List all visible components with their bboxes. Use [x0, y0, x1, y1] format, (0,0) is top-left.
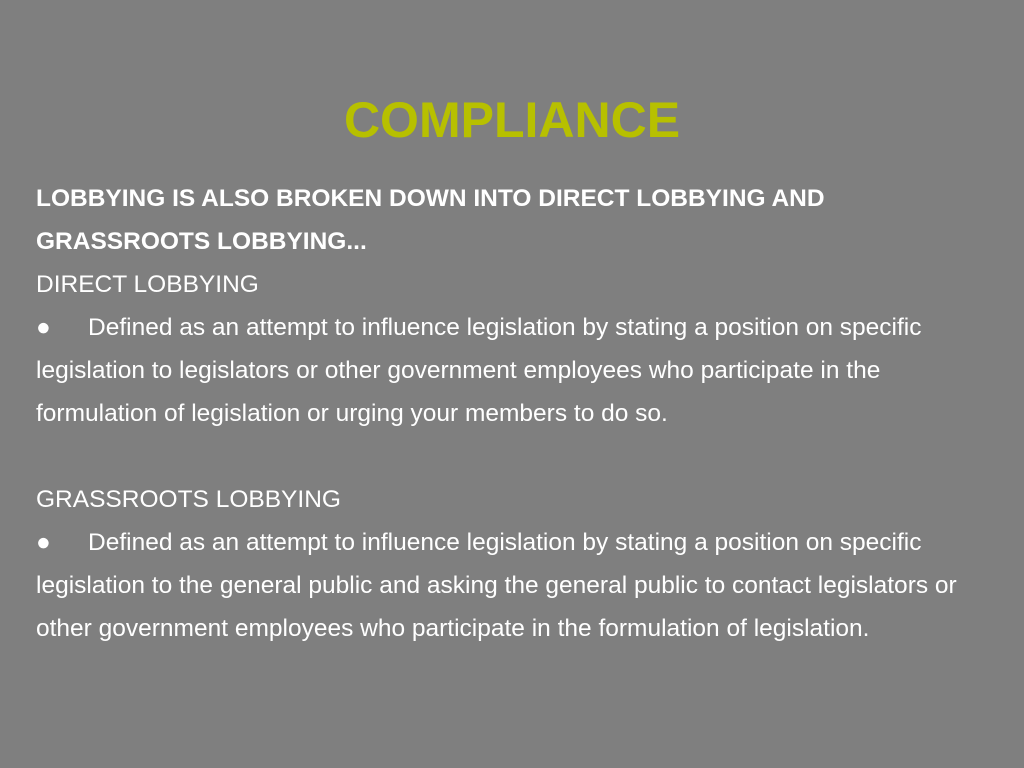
- bullet-text-grassroots-lobbying: Defined as an attempt to influence legislation by stating a position on specific legislation to the general public and asking the general public to contact legislators or other government employees who participate in the formulation of legislation.: [36, 529, 957, 642]
- section-label-grassroots-lobbying: GRASSROOTS LOBBYING: [36, 486, 341, 513]
- bullet-icon: ●: [36, 314, 51, 341]
- slide-heading: LOBBYING IS ALSO BROKEN DOWN INTO DIRECT LOBBYING AND GRASSROOTS LOBBYING...: [36, 185, 825, 255]
- bullet-paragraph-grassroots-lobbying: [36, 521, 991, 650]
- bullet-text-direct-lobbying: Defined as an attempt to influence legislation by stating a position on specific legislation to legislators or other government employees who participate in the formulation of legislation or urging your members to do so.: [36, 314, 922, 427]
- slide-title: COMPLIANCE: [343, 92, 681, 148]
- section-label-direct-lobbying: DIRECT LOBBYING: [36, 271, 259, 298]
- slide-body: [36, 177, 991, 650]
- bullet-icon: ●: [36, 529, 51, 556]
- bullet-paragraph-direct-lobbying: [36, 306, 991, 435]
- section-spacer: [36, 435, 991, 478]
